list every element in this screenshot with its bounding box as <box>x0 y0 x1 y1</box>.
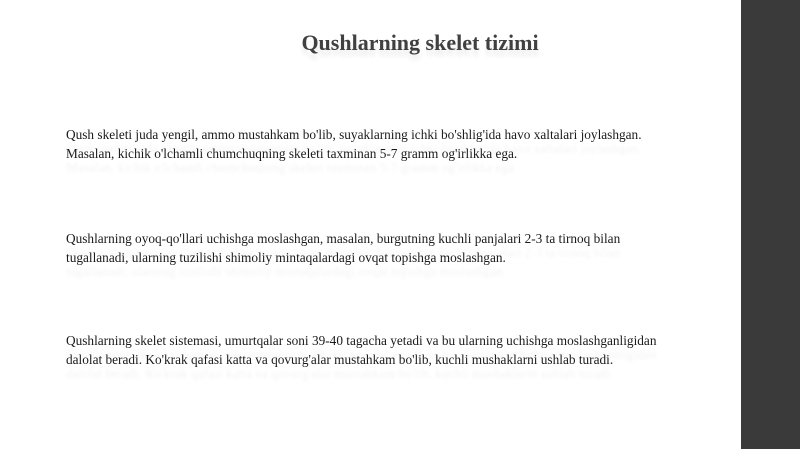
paragraph-vertebrae <box>66 331 738 369</box>
paragraph-line: Qush skeleti juda yengil, ammo mustahkam bo'lib, suyaklarning ichki bo'shlig'ida havo xaltalari joylashgan. <box>66 127 642 142</box>
slide-title: Qushlarning skelet tizimi <box>301 30 539 55</box>
paragraph-skeleton-weight <box>66 125 738 163</box>
paragraph-limbs <box>66 229 738 267</box>
paragraph-line: Masalan, kichik o'lchamli chumchuqning skeleti taxminan 5-7 gramm og'irlikka ega. <box>66 146 518 161</box>
paragraph-line: dalolat beradi. Ko'krak qafasi katta va qovurg'alar mustahkam bo'lib, kuchli mushaklarni ushlab turadi. <box>66 352 614 367</box>
side-bar <box>741 0 800 449</box>
paragraph-line: Qushlarning skelet sistemasi, umurtqalar soni 39-40 tagacha yetadi va bu ularning uchishga moslashganligidan <box>66 333 657 348</box>
paragraph-line: tugallanadi, ularning tuzilishi shimoliy mintaqalardagi ovqat topishga moslashgan. <box>66 250 506 265</box>
paragraph-line: Qushlarning oyoq-qo'llari uchishga moslashgan, masalan, burgutning kuchli panjalari 2-3 ta tirnoq bilan <box>66 231 621 246</box>
